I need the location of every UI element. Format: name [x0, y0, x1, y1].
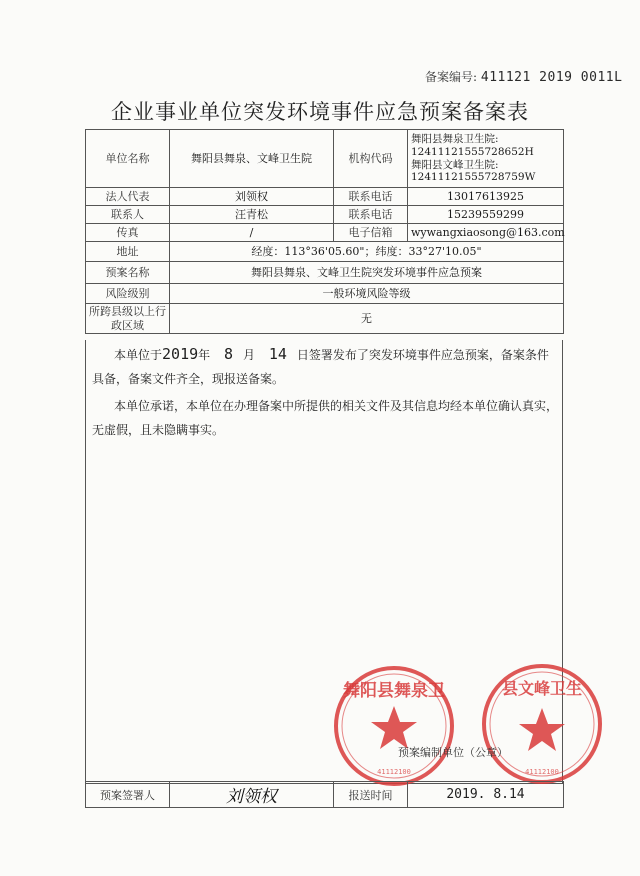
stamp-wuquan-seal: [330, 662, 458, 790]
phone1-label: 联系电话: [334, 188, 408, 206]
email-label: 电子信箱: [334, 224, 408, 242]
record-number: [425, 68, 622, 85]
sign-year: 2019: [162, 345, 199, 363]
page-title: 企业事业单位突发环境事件应急预案备案表: [111, 100, 529, 124]
org-code-label: 机构代码: [334, 130, 408, 188]
submit-time-value: 2019. 8.14: [408, 782, 564, 808]
legal-rep-value: 刘领权: [170, 188, 334, 206]
legal-rep-label: 法人代表: [86, 188, 170, 206]
unit-name-label: 单位名称: [86, 130, 170, 188]
plan-name-value: 舞阳县舞泉、文峰卫生院突发环境事件应急预案: [170, 262, 564, 284]
address-value: 经度：113°36'05.60"；纬度：33°27'10.05": [170, 242, 564, 262]
risk-level-value: 一般环境风险等级: [170, 284, 564, 304]
org-code-line: 舞阳县舞泉卫生院:: [411, 133, 499, 146]
contact-value: 汪青松: [170, 206, 334, 224]
month-unit: 月: [243, 348, 256, 362]
fax-value: /: [170, 224, 334, 242]
sign-day: 14: [268, 345, 287, 363]
fax-label: 传真: [86, 224, 170, 242]
risk-level-label: 风险级别: [86, 284, 170, 304]
statement-paragraph-2: 本单位承诺，本单位在办理备案中所提供的相关文件及其信息均经本单位确认真实，无虚假，且未隐瞒事实。: [92, 399, 559, 437]
org-code-line: 舞阳县文峰卫生院:: [411, 158, 499, 171]
submit-time-label: 报送时间: [334, 782, 408, 808]
address-label: 地址: [86, 242, 170, 262]
contact-label: 联系人: [86, 206, 170, 224]
phone2-value: 15239559299: [408, 206, 564, 224]
region-value: 无: [170, 304, 564, 334]
svg-text:41112100: 41112100: [377, 768, 411, 776]
registration-form-table: [85, 129, 564, 334]
plan-name-label: 预案名称: [86, 262, 170, 284]
record-number-label: 备案编号:: [425, 70, 478, 84]
signer-signature: 刘领权: [170, 782, 334, 808]
signature-table: [85, 781, 564, 808]
record-number-value: 411121 2019 0011L: [480, 70, 623, 85]
year-unit: 年: [198, 348, 211, 362]
stamp-wenfeng-seal: [478, 660, 606, 788]
svg-text:县文峰卫生: 县文峰卫生: [501, 679, 583, 698]
org-code-line: 12411121555728759W: [411, 171, 536, 184]
statement-suffix: 日签署发布了突发环境事件应急预案，备案条件具备，备案文件齐全，现报送备案。: [92, 348, 549, 386]
unit-name-value: 舞阳县舞泉、文峰卫生院: [170, 130, 334, 188]
signer-label: 预案签署人: [86, 782, 170, 808]
org-code-value: [408, 130, 564, 188]
region-label: 所跨县级以上行政区域: [86, 304, 170, 334]
phone1-value: 13017613925: [408, 188, 564, 206]
sign-month: 8: [223, 345, 234, 363]
statement-paragraph-1: [92, 342, 558, 391]
svg-text:舞阳县舞泉卫: 舞阳县舞泉卫: [343, 681, 445, 701]
svg-text:41112100: 41112100: [525, 768, 559, 776]
org-stamp-label: 预案编制单位（公章）: [398, 746, 508, 759]
phone2-label: 联系电话: [334, 206, 408, 224]
org-code-line: 12411121555728652H: [411, 145, 534, 158]
statement-prefix: 本单位于: [114, 348, 163, 362]
email-value: wywangxiaosong@163.com: [408, 224, 564, 242]
